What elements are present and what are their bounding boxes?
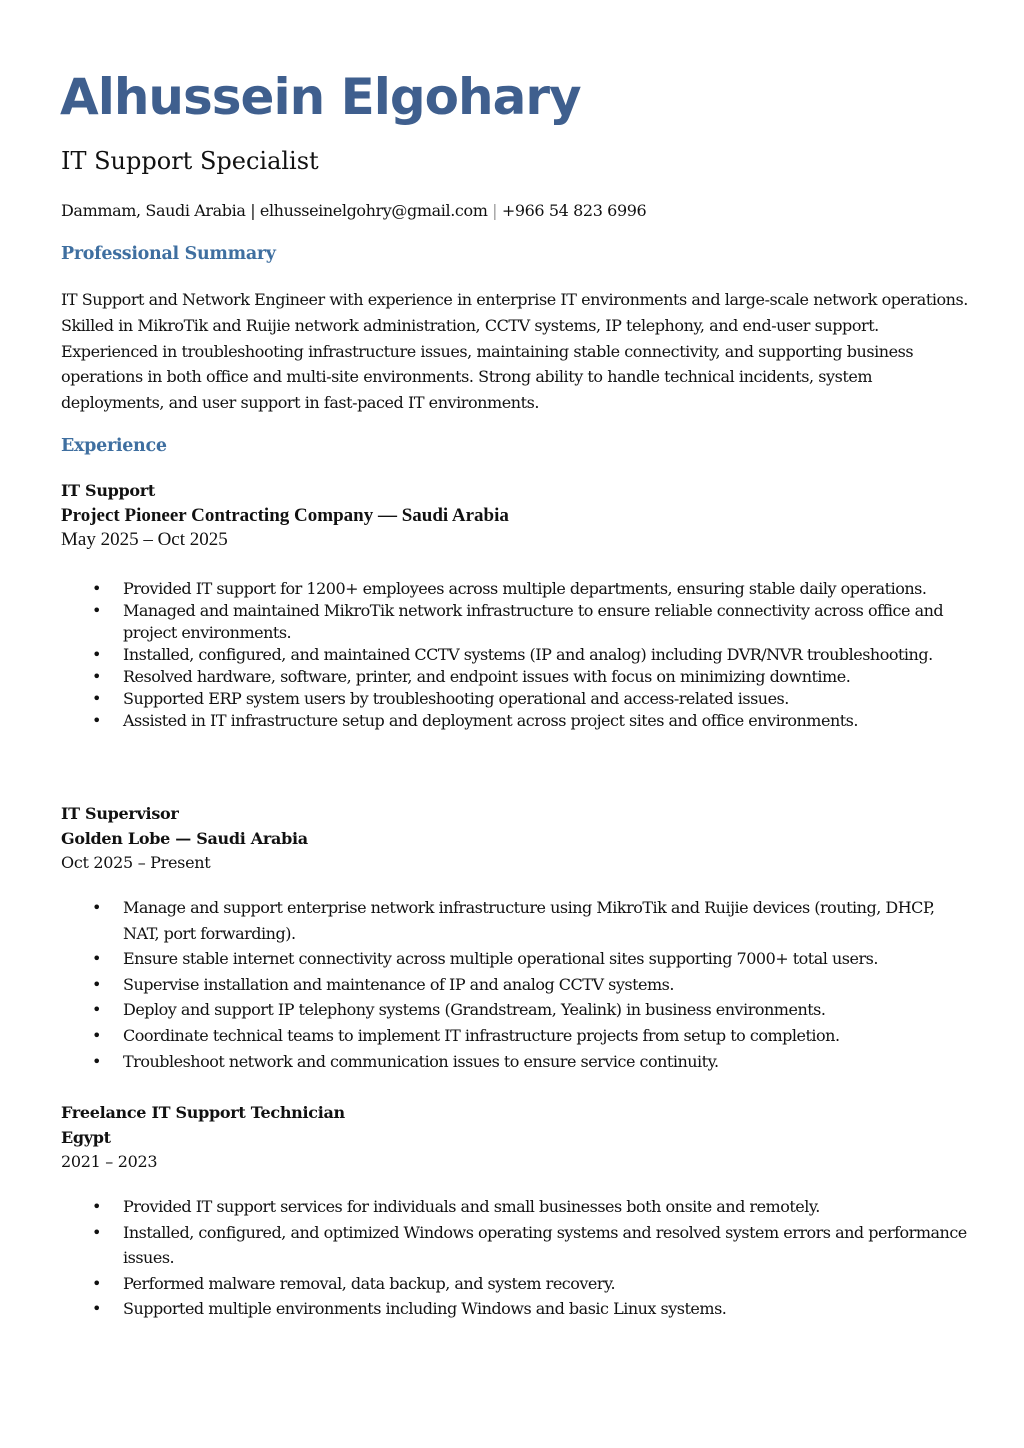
experience-entry [61, 478, 971, 730]
job-bullet: • Installed, configured, and maintained CCTV systems (IP and analog) including DVR/NVR troubleshooting. [92, 645, 933, 664]
bullet-icon: • [92, 1273, 101, 1293]
bullet-icon: • [92, 667, 101, 686]
bullet-icon: • [92, 1025, 101, 1045]
job-bullet-list [61, 895, 973, 1074]
bullet-icon: • [92, 898, 101, 917]
bullet-icon: • [92, 1000, 101, 1020]
job-bullet: • Troubleshoot network and communication issues to ensure service continuity. [61, 1049, 973, 1075]
job-bullet: • Manage and support enterprise network infrastructure using MikroTik and Ruijie devices (routing, DHCP, NAT, port forwarding). [61, 895, 973, 946]
experience-entry [61, 801, 971, 1071]
job-bullet-list [61, 578, 973, 732]
job-bullet: • Ensure stable internet connectivity across multiple operational sites supporting 7000+ total users. [61, 946, 973, 972]
job-bullet: • Assisted in IT infrastructure setup and deployment across project sites and office environments. [92, 711, 858, 730]
job-bullet: • Supported ERP system users by troubleshooting operational and access-related issues. [92, 689, 789, 708]
bullet-icon: • [92, 645, 101, 664]
contact-location: Dammam, Saudi Arabia [61, 201, 246, 220]
job-bullet: • Provided IT support services for individuals and small businesses both onsite and remotely. [61, 1194, 973, 1220]
bullet-icon: • [92, 579, 101, 598]
contact-separator: | [492, 201, 498, 220]
summary-text: IT Support and Network Engineer with experience in enterprise IT environments and large-scale network operations. Skilled in MikroTik and Ruijie network administration, CCTV systems, IP telephony, and end-user support. Experienced in troubleshooting infrastructure issues, maintaining stable connectivity, and supporting business operations in both office and multi-site environments. Strong ability to handle technical incidents, system deployments, and user support in fast-paced IT environments. [61, 290, 968, 413]
job-bullet: • Provided IT support for 1200+ employees across multiple departments, ensuring stable daily operations. [92, 579, 927, 598]
job-company: Golden Lobe — Saudi Arabia [61, 829, 308, 848]
job-role: Freelance IT Support Technician [61, 1103, 345, 1122]
job-dates: Oct 2025 – Present [61, 853, 211, 872]
experience-entry [61, 1100, 971, 1319]
job-company: Project Pioneer Contracting Company — Saudi Arabia [61, 505, 509, 526]
job-dates: 2021 – 2023 [61, 1152, 158, 1171]
job-role: IT Supervisor [61, 804, 179, 823]
job-dates: May 2025 – Oct 2025 [61, 529, 228, 550]
contact-email[interactable]: elhusseinelgohry@gmail.com [259, 201, 488, 220]
job-bullet-list [61, 1194, 973, 1322]
job-bullet: • Installed, configured, and optimized Windows operating systems and resolved system errors and performance issues. [61, 1220, 973, 1271]
bullet-icon: • [92, 1051, 101, 1071]
contact-separator: | [250, 201, 256, 220]
job-title: IT Support Specialist [61, 147, 319, 175]
job-bullet: • Coordinate technical teams to implement IT infrastructure projects from setup to completion. [61, 1023, 973, 1049]
candidate-name: Alhussein Elgohary [60, 68, 581, 126]
job-company: Egypt [61, 1128, 111, 1147]
bullet-icon: • [92, 1299, 101, 1319]
section-heading-summary: Professional Summary [61, 244, 276, 264]
bullet-icon: • [92, 689, 101, 708]
job-bullet: • Resolved hardware, software, printer, and endpoint issues with focus on minimizing downtime. [92, 667, 851, 686]
job-bullet: • Performed malware removal, data backup, and system recovery. [61, 1271, 973, 1297]
contact-line [61, 200, 646, 222]
job-role: IT Support [61, 481, 156, 500]
contact-phone[interactable]: +966 54 823 6996 [501, 201, 647, 220]
bullet-icon: • [92, 1197, 101, 1216]
job-bullet: • Supervise installation and maintenance of IP and analog CCTV systems. [61, 972, 973, 998]
job-bullet: • Managed and maintained MikroTik network infrastructure to ensure reliable connectivity across office and project environments. [92, 601, 944, 642]
job-bullet: • Deploy and support IP telephony systems (Grandstream, Yealink) in business environments. [61, 997, 973, 1023]
bullet-icon: • [92, 601, 101, 620]
bullet-icon: • [92, 711, 101, 730]
bullet-icon: • [92, 949, 101, 969]
bullet-icon: • [92, 974, 101, 994]
bullet-icon: • [92, 1222, 101, 1242]
job-bullet: • Supported multiple environments including Windows and basic Linux systems. [61, 1296, 973, 1322]
section-heading-experience: Experience [61, 436, 167, 456]
